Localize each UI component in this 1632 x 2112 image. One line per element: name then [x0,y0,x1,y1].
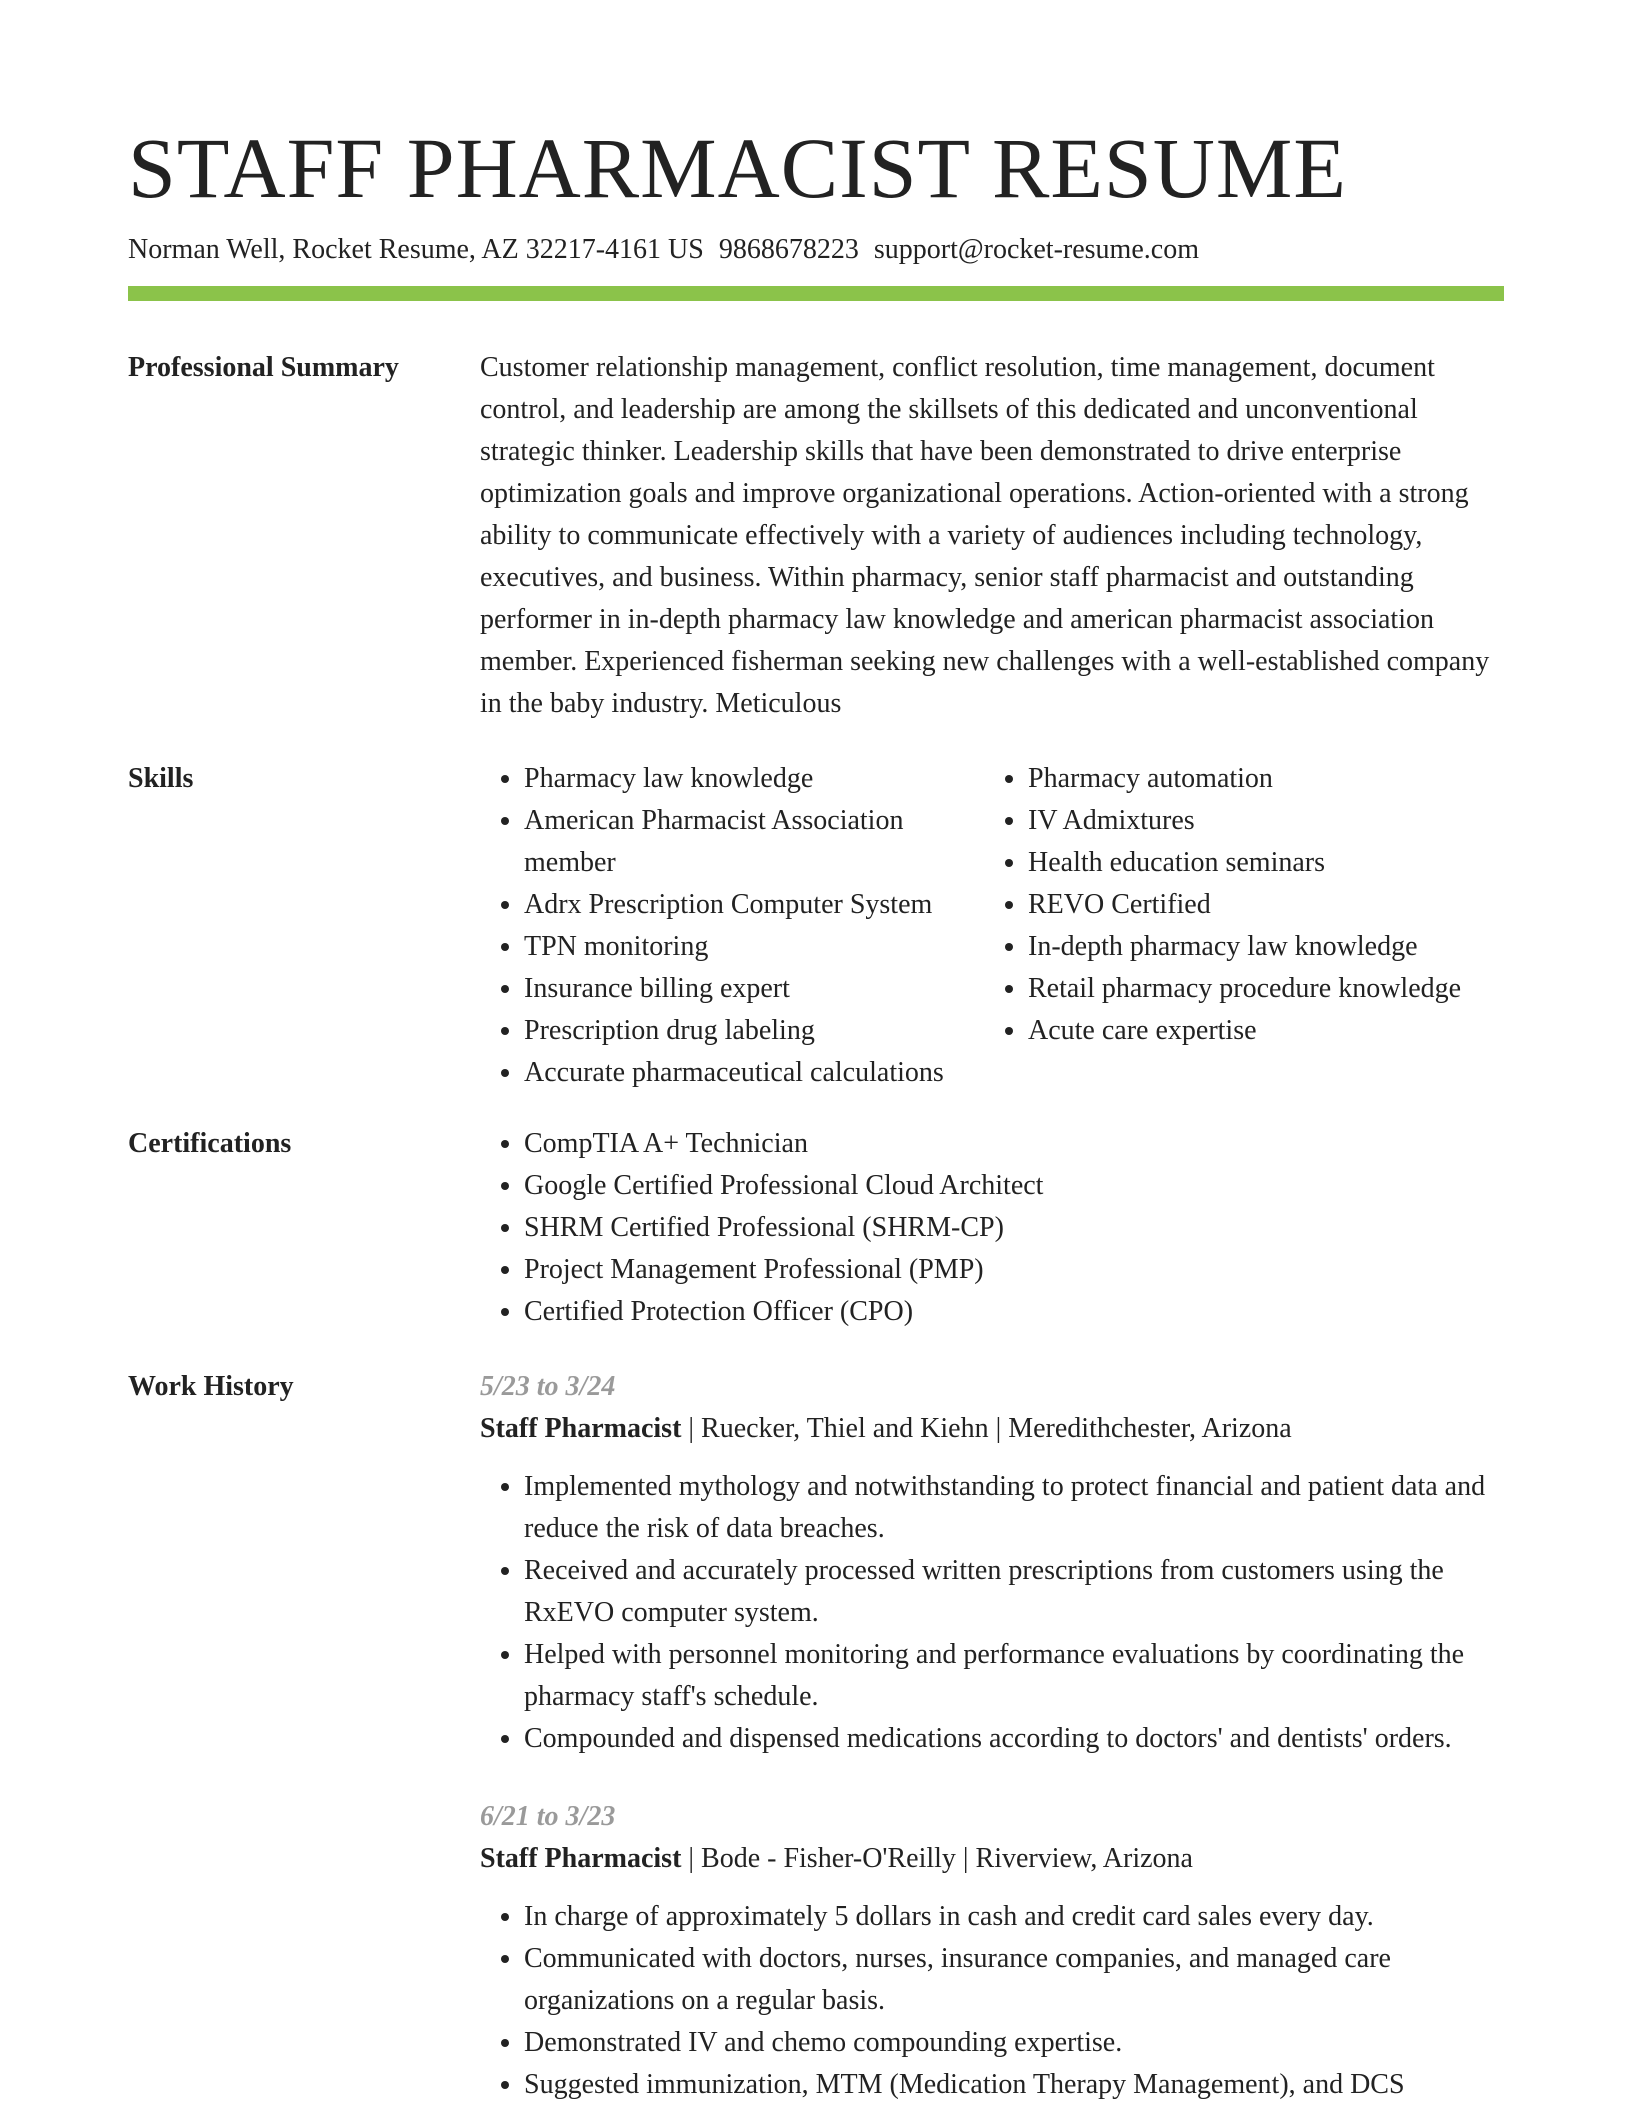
skill-item: • Retail pharmacy procedure knowledge [1028,968,1504,1010]
skill-item: • REVO Certified [1028,884,1504,926]
summary-body [480,347,1504,725]
skill-item: • Insurance billing expert [524,968,984,1010]
job-heading [480,1408,1504,1450]
certifications-body [480,1123,1504,1333]
skill-item: • Pharmacy automation [1028,758,1504,800]
skill-item: • American Pharmacist Association member [524,800,984,884]
skills-body [480,758,1504,1094]
skill-item: • Pharmacy law knowledge [524,758,984,800]
job-bullet: • In charge of approximately 5 dollars in cash and credit card sales every day. [524,1896,1504,1938]
skill-item: • Prescription drug labeling [524,1010,984,1052]
skill-item: • Health education seminars [1028,842,1504,884]
job-employer-location: | Bode - Fisher-O'Reilly | Riverview, Arizona [681,1843,1193,1874]
skill-item: • Accurate pharmaceutical calculations [524,1052,984,1094]
resume-title: STAFF PHARMACIST RESUME [128,120,1347,216]
certification-item: • Project Management Professional (PMP) [524,1249,1504,1291]
job-bullet: • Demonstrated IV and chemo compounding expertise. [524,2022,1504,2064]
summary-heading: Professional Summary [128,352,399,383]
job-entry [480,1366,1504,1760]
work-history-heading: Work History [128,1371,294,1402]
job-bullet: • Received and accurately processed written prescriptions from customers using the RxEVO computer system. [524,1550,1504,1634]
skills-heading: Skills [128,763,194,794]
skill-item: • In-depth pharmacy law knowledge [1028,926,1504,968]
certification-item: • Certified Protection Officer (CPO) [524,1291,1504,1333]
job-title: Staff Pharmacist [480,1843,682,1874]
contact-email: support@rocket-resume.com [873,234,1199,265]
job-bullet: • Suggested immunization, MTM (Medication Therapy Management), and DCS [524,2064,1504,2106]
job-dates: 6/21 to 3/23 [480,1801,616,1832]
skill-item: • Acute care expertise [1028,1010,1504,1052]
job-bullet: • Implemented mythology and notwithstanding to protect financial and patient data and reduce the risk of data breaches. [524,1466,1504,1550]
contact-name-location: Norman Well, Rocket Resume, AZ 32217-4161 US [128,234,704,265]
job-dates: 5/23 to 3/24 [480,1371,616,1402]
job-title: Staff Pharmacist [480,1413,682,1444]
accent-divider [128,286,1504,301]
skill-item: • IV Admixtures [1028,800,1504,842]
job-employer-location: | Ruecker, Thiel and Kiehn | Meredithchester, Arizona [681,1413,1292,1444]
job-bullet: • Compounded and dispensed medications according to doctors' and dentists' orders. [524,1718,1504,1760]
certifications-heading: Certifications [128,1128,292,1159]
skill-item: • Adrx Prescription Computer System [524,884,984,926]
work-history-body [480,1366,1504,2106]
job-heading [480,1838,1504,1880]
contact-line [128,232,1199,268]
job-bullet: • Helped with personnel monitoring and performance evaluations by coordinating the pharmacy staff's schedule. [524,1634,1504,1718]
summary-text: Customer relationship management, conflict resolution, time management, document control, and leadership are among the skillsets of this dedicated and unconventional strategic thinker. Leadership skills that have been demonstrated to drive enterprise optimization goals and improve organizational operations. Action-oriented with a strong ability to communicate effectively with a variety of audiences including technology, executives, and business. Within pharmacy, senior staff pharmacist and outstanding performer in in-depth pharmacy law knowledge and american pharmacist association member. Experienced fisherman seeking new challenges with a well-established company in the baby industry. Meticulous [480,352,1490,719]
certification-item: • CompTIA A+ Technician [524,1123,1504,1165]
contact-phone: 9868678223 [718,234,859,265]
skills-column-right [984,758,1504,1094]
skill-item: • TPN monitoring [524,926,984,968]
certification-item: • Google Certified Professional Cloud Architect [524,1165,1504,1207]
skills-column-left [480,758,984,1094]
job-entry [480,1796,1504,2106]
certification-item: • SHRM Certified Professional (SHRM-CP) [524,1207,1504,1249]
job-bullet: • Communicated with doctors, nurses, insurance companies, and managed care organizations on a regular basis. [524,1938,1504,2022]
